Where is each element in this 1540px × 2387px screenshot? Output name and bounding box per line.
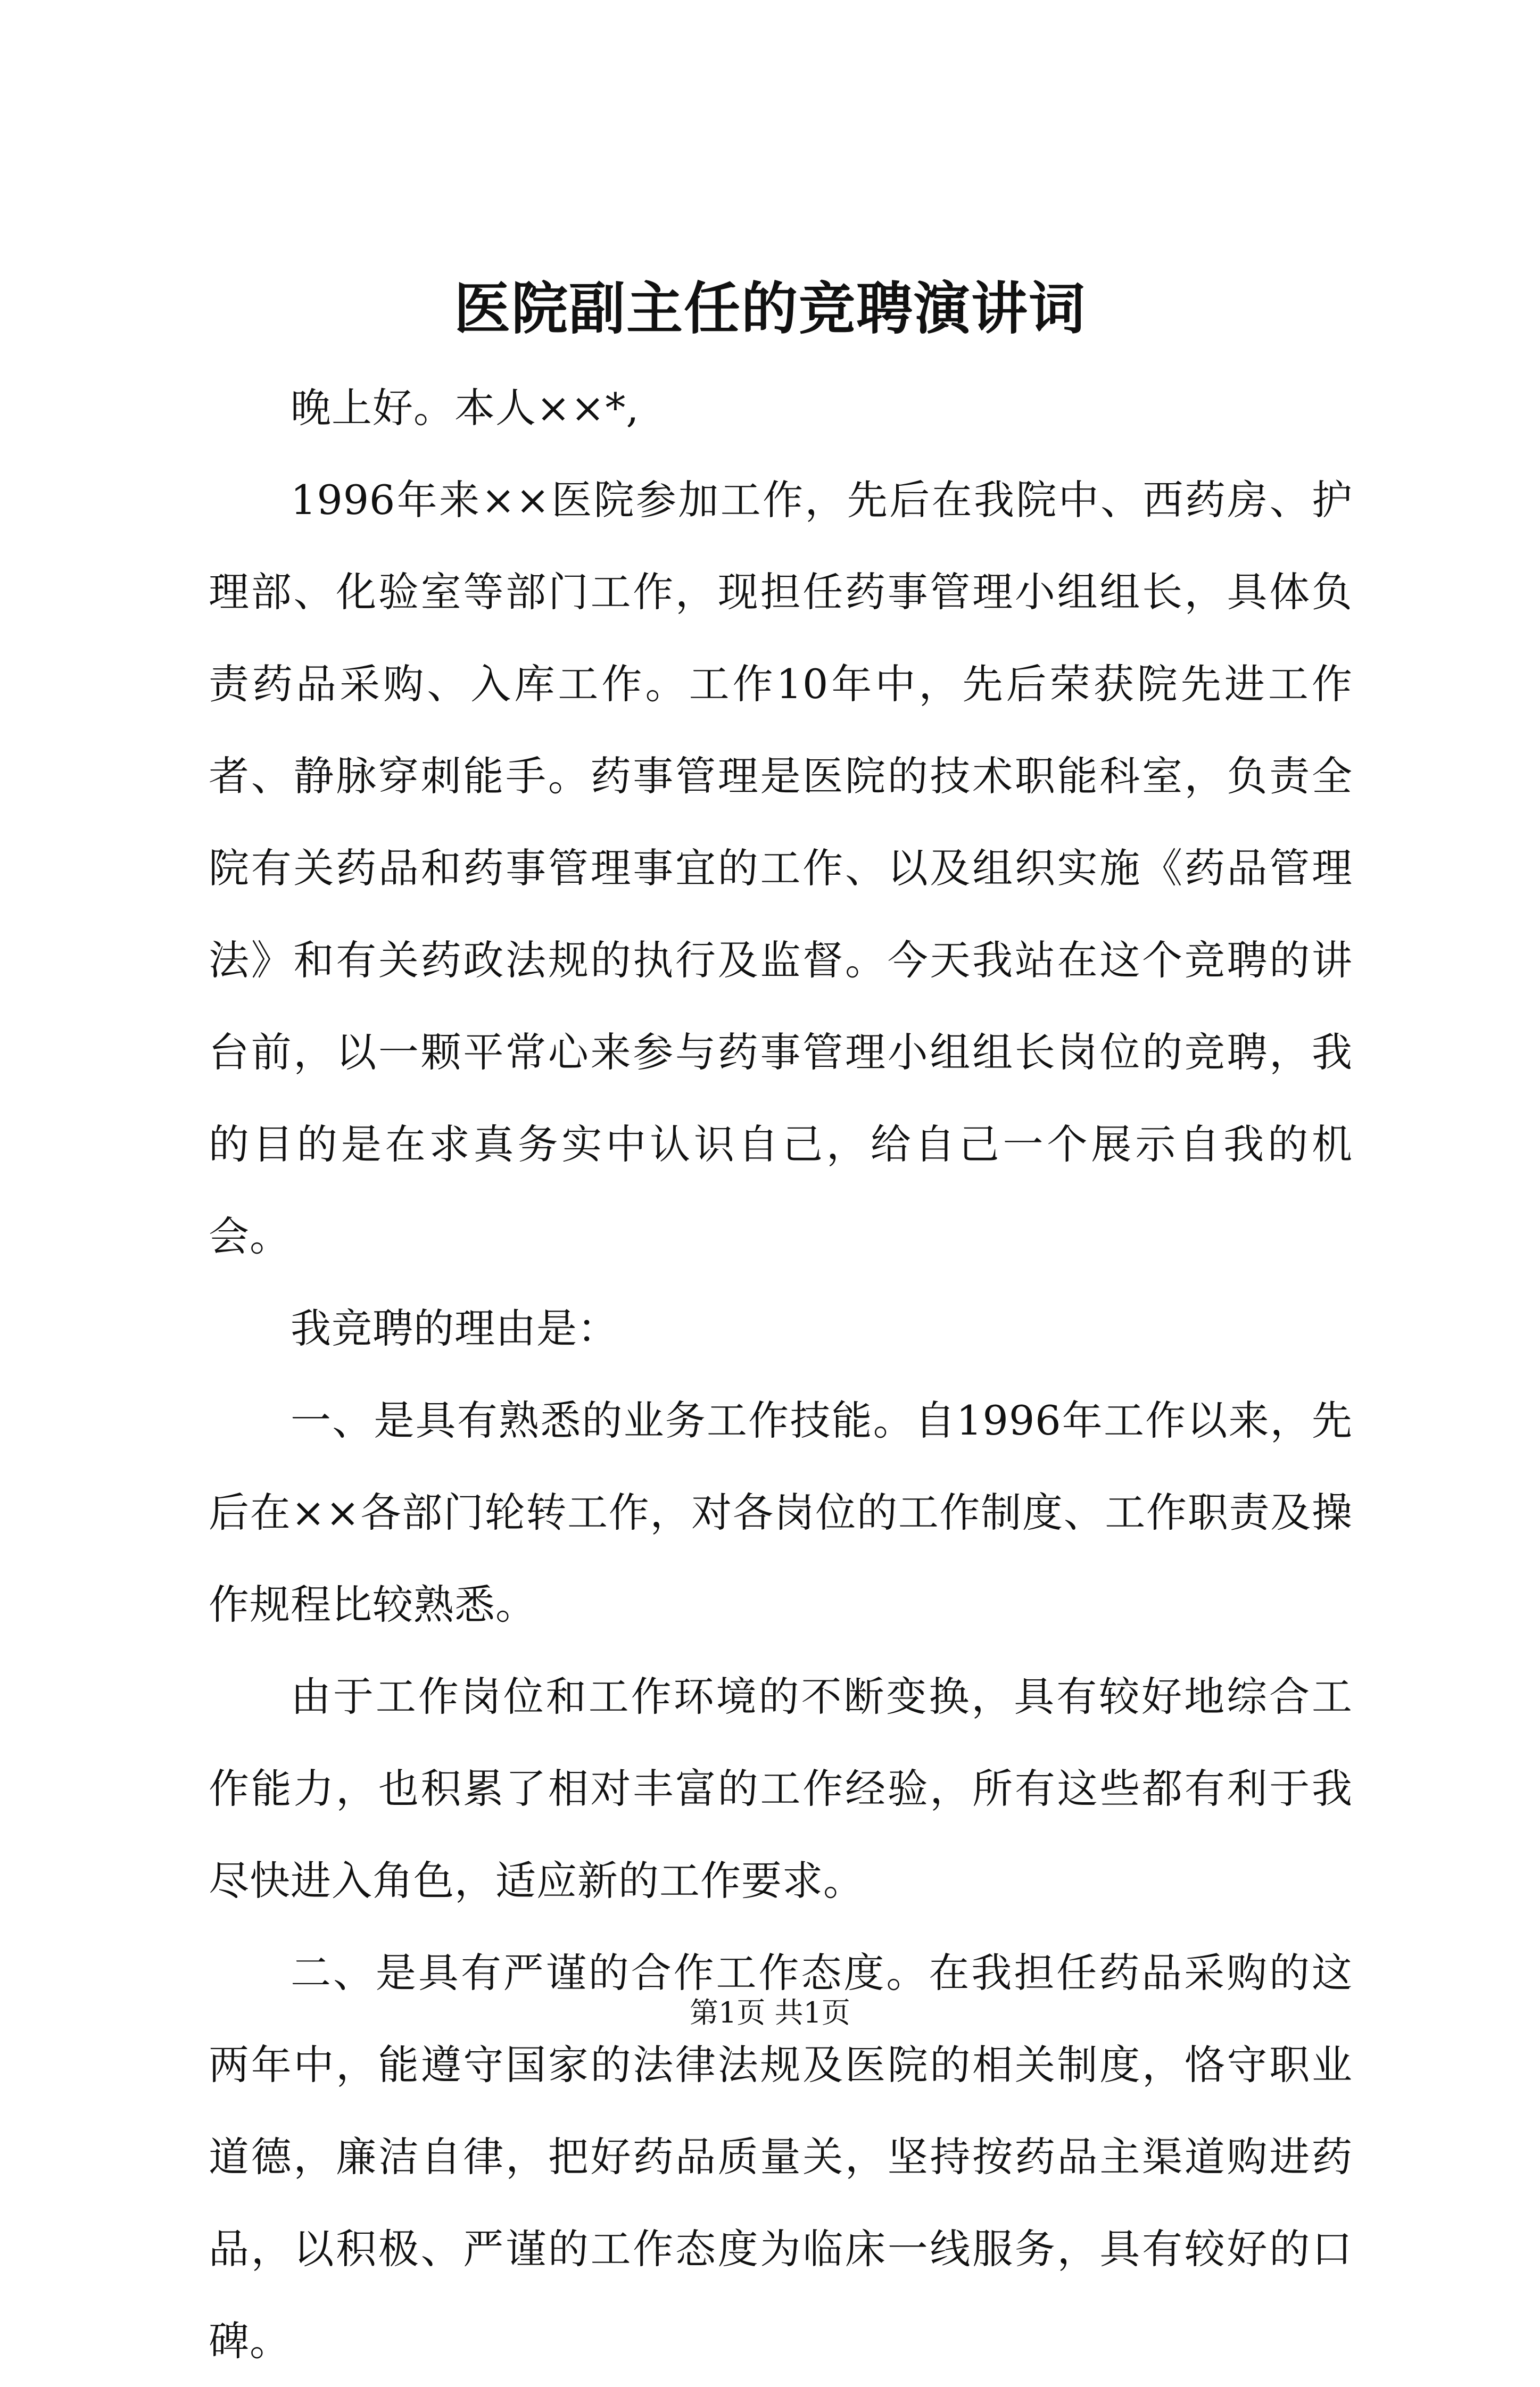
document-title: 医院副主任的竞聘演讲词 bbox=[454, 275, 1086, 342]
paragraph-greeting: 晚上好。本人××*, bbox=[291, 384, 640, 432]
paragraph-introduction: 1996年来××医院参加工作，先后在我院中、西药房、护理部、化验室等部门工作，现担任药事管理小组组长，具体负责药品采购、入库工作。工作10年中，先后荣获院先进工作者、静脉穿刺能手。药事管理是医院的技术职能科室，负责全院有关药品和药事管理事宜的工作、以及组织实施《药品管理法》和有关药政法规的执行及监督。今天我站在这个竞聘的讲台前，以一颗平常心来参与药事管理小组组长岗位的竞聘，我的目的是在求真务实中认识自己，给自己一个展示自我的机会。 bbox=[209, 476, 1353, 1260]
page-footer: 第1页 共1页 bbox=[690, 1996, 850, 2029]
document-body bbox=[209, 362, 1353, 2387]
paragraph-reasons-heading: 我竞聘的理由是： bbox=[291, 1305, 618, 1352]
paragraph-reason-one: 一、是具有熟悉的业务工作技能。自1996年工作以来，先后在××各部门轮转工作，对各岗位的工作制度、工作职责及操作规程比较熟悉。 bbox=[209, 1397, 1353, 1628]
paragraph-reason-one-continued: 由于工作岗位和工作环境的不断变换，具有较好地综合工作能力，也积累了相对丰富的工作经验，所有这些都有利于我尽快进入角色，适应新的工作要求。 bbox=[209, 1673, 1353, 1904]
paragraph-reason-two: 二、是具有严谨的合作工作态度。在我担任药品采购的这两年中，能遵守国家的法律法规及医院的相关制度，恪守职业道德，廉洁自律，把好药品质量关，坚持按药品主渠道购进药品，以积极、严谨的工作态度为临床一线服务，具有较好的口碑。 bbox=[209, 1949, 1353, 2365]
